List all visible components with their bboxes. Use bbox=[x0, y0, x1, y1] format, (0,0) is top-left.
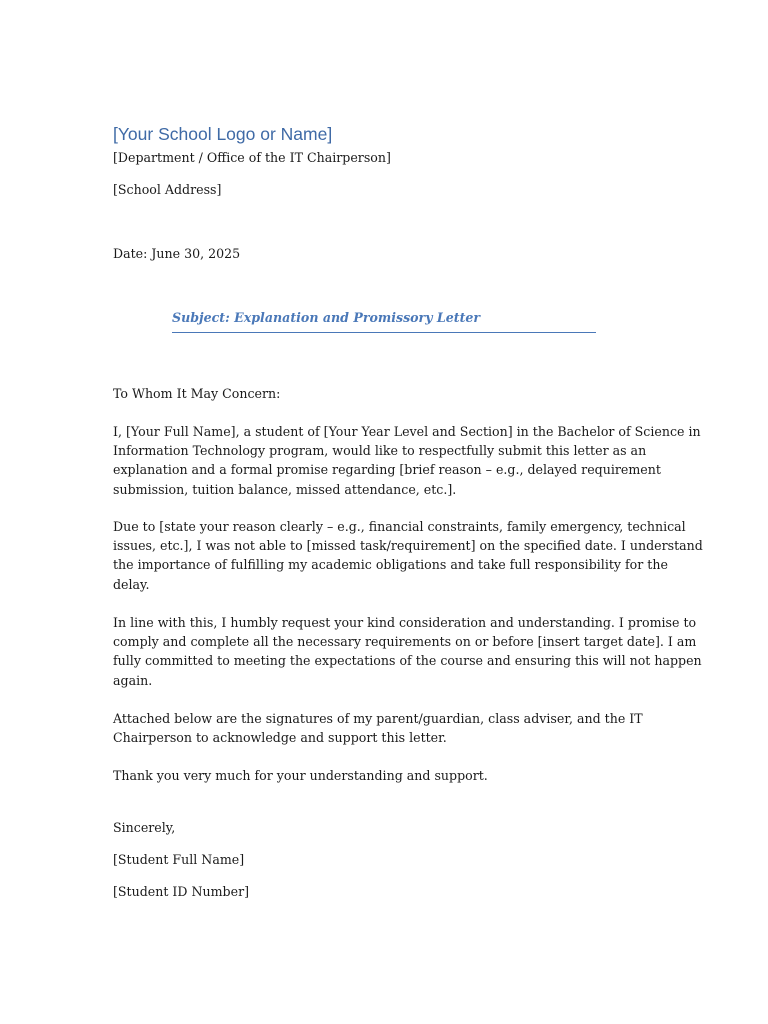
paragraph-line: In line with this, I humbly request your kind consideration and understanding. I promise to bbox=[113, 615, 697, 630]
paragraph-5 bbox=[113, 766, 658, 785]
paragraph-line: explanation and a formal promise regarding [brief reason – e.g., delayed requirement bbox=[113, 462, 661, 478]
paragraph-line: issues, etc.], I was not able to [missed task/requirement] on the specified date. I understand bbox=[113, 538, 703, 554]
student-id-placeholder: [Student ID Number] bbox=[113, 884, 249, 899]
paragraph-line: delay. bbox=[113, 576, 150, 592]
paragraph-line: I, [Your Full Name], a student of [Your Year Level and Section] in the Bachelor of Science in bbox=[113, 424, 701, 439]
department-line: [Department / Office of the IT Chairperson] bbox=[113, 150, 391, 165]
paragraph-line: Due to [state your reason clearly – e.g., financial constraints, family emergency, technical bbox=[113, 519, 686, 534]
paragraph-4 bbox=[113, 709, 658, 747]
subject-block bbox=[172, 308, 596, 333]
paragraph-line: Chairperson to acknowledge and support this letter. bbox=[113, 730, 447, 746]
paragraph-line: Information Technology program, would like to respectfully submit this letter as an bbox=[113, 443, 647, 459]
paragraph-1 bbox=[113, 422, 701, 499]
paragraph-line: the importance of fulfilling my academic obligations and take full responsibility for the bbox=[113, 557, 668, 573]
student-name-placeholder: [Student Full Name] bbox=[113, 852, 245, 867]
paragraph-line: comply and complete all the necessary requirements on or before [insert target date]. I am bbox=[113, 634, 697, 650]
paragraph-line: Thank you very much for your understanding and support. bbox=[113, 768, 488, 783]
paragraph-3 bbox=[113, 613, 702, 690]
paragraph-line: Attached below are the signatures of my parent/guardian, class adviser, and the IT bbox=[113, 711, 643, 726]
school-address: [School Address] bbox=[113, 182, 222, 197]
paragraph-line: again. bbox=[113, 672, 153, 688]
date-line: Date: June 30, 2025 bbox=[113, 246, 241, 261]
paragraph-2 bbox=[113, 517, 703, 594]
paragraph-line: submission, tuition balance, missed attendance, etc.]. bbox=[113, 481, 457, 497]
closing: Sincerely, bbox=[113, 820, 176, 835]
school-name-heading: [Your School Logo or Name] bbox=[113, 124, 333, 144]
subject-line: Subject: Explanation and Promissory Letter bbox=[172, 310, 481, 325]
salutation: To Whom It May Concern: bbox=[113, 386, 281, 401]
paragraph-line: fully committed to meeting the expectations of the course and ensuring this will not happen bbox=[113, 653, 702, 669]
